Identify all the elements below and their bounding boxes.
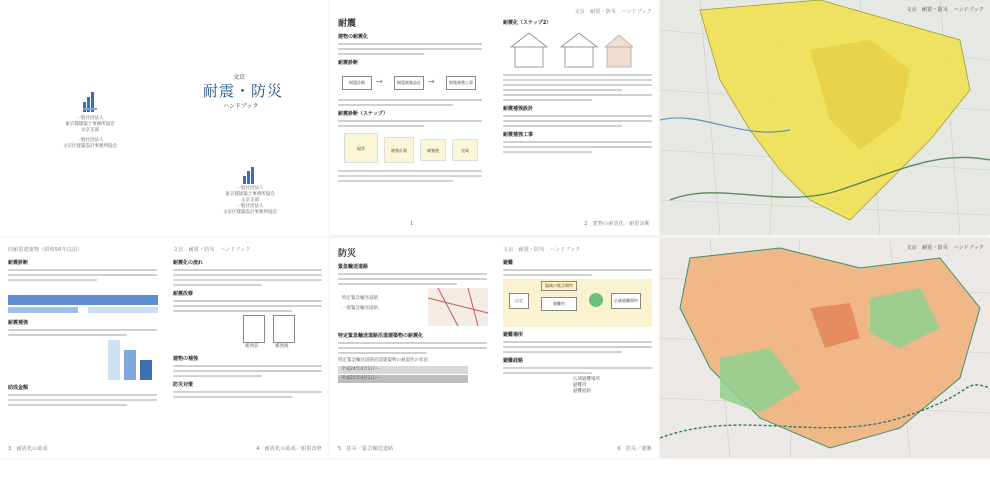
- arrow-right-icon: →: [376, 77, 383, 86]
- legend-item: 避難所: [573, 383, 587, 388]
- org-line: 東京都建築士事務所協会: [225, 192, 275, 197]
- legend-item: 一般緊急輸送道路: [342, 306, 378, 311]
- spread3-right-page: [495, 238, 660, 458]
- step-cards: [338, 131, 482, 167]
- bullet-heading: 耐震診断（ステップ）: [338, 111, 388, 117]
- spread2-right-page: [165, 238, 330, 458]
- cover-subtitle: 文京: [233, 74, 246, 81]
- page-footer: 3 耐震化の助成: [8, 446, 48, 452]
- bullet-heading: 避難経路: [503, 358, 524, 364]
- hazard-map-bottom: [660, 238, 990, 458]
- org-logo-icon: [243, 166, 255, 184]
- org-logo-icon: [83, 90, 97, 112]
- timeline-diagram: [8, 285, 157, 315]
- cover-handbook: ハンドブック: [223, 103, 259, 110]
- page-header: 文京 耐震・防災 ハンドブック: [173, 247, 251, 253]
- evacuation-diagram: [503, 279, 652, 327]
- figure-label: 補強前: [245, 344, 259, 349]
- spread2-left-page: [0, 238, 165, 458]
- bullet-heading: 緊急輸送道路: [338, 264, 369, 270]
- map-yellow-zone: [660, 0, 990, 235]
- flow-step: 耐震補強設計: [394, 76, 424, 90]
- section-title: 防災: [338, 249, 357, 259]
- page-footer: 2 建物の耐震化／耐震診断: [584, 221, 650, 227]
- diagram-node: 避難所: [541, 297, 577, 311]
- bullet-heading: 耐震診断: [8, 260, 29, 266]
- road-map-icon: [428, 288, 488, 326]
- legend-item: 特定緊急輸送道路: [342, 296, 378, 301]
- bullet-heading: 建物の耐震化: [338, 34, 369, 40]
- table-row: 平成25年4月1日～: [338, 375, 468, 383]
- bullet-heading: 耐震化（ステップ2）: [503, 20, 552, 26]
- org-line: 一般社団法人: [76, 138, 104, 143]
- page-footer: 5 防災／緊急輸送道路: [338, 446, 394, 452]
- step-card: 補強後: [420, 139, 446, 161]
- section-title: 耐震: [338, 19, 357, 29]
- spread-3: [330, 238, 660, 458]
- reinforcement-figure: [173, 315, 322, 351]
- org-line: 一般社団法人: [236, 204, 264, 209]
- route-legend: [503, 377, 652, 395]
- cover-back: [0, 0, 165, 235]
- legend-item: 避難経路: [573, 389, 591, 394]
- status-table: [338, 366, 468, 383]
- spread1-left-page: [330, 0, 490, 235]
- map-header: 文京 耐震・防災 ハンドブック: [906, 7, 984, 13]
- page-number: 1: [410, 221, 414, 227]
- org-line: 東京都建築士事務所協会: [65, 122, 115, 127]
- org-line: 一般社団法人: [76, 116, 104, 121]
- bullet-heading: 避難場所: [503, 332, 524, 338]
- bullet-heading: 耐震診断: [338, 60, 359, 66]
- org-line: 一般社団法人: [236, 186, 264, 191]
- page-footer: 6 防災／避難: [617, 446, 652, 452]
- map-header: 文京 耐震・防災 ハンドブック: [906, 245, 984, 251]
- step-card: 補強計画: [384, 137, 414, 163]
- cover-page: [0, 0, 330, 235]
- arrow-right-icon: →: [428, 77, 435, 86]
- bullet-heading: 避難: [503, 260, 514, 266]
- legend-item: 広域避難場所: [573, 377, 600, 382]
- spread-2: [0, 238, 330, 458]
- bullet-heading: 建物の補強: [173, 356, 199, 362]
- org-line: 文京区建築設計事務所協会: [223, 210, 277, 215]
- spread-1: [330, 0, 660, 235]
- page-header: 文京 耐震・防災 ハンドブック: [574, 9, 652, 15]
- diagram-node: 地域の集合場所: [541, 281, 577, 291]
- bullet-heading: 耐震化の流れ: [173, 260, 204, 266]
- bullet-heading: 防災対策: [173, 382, 194, 388]
- flow-step: 耐震補強工事: [446, 76, 476, 90]
- org-line: 文京支部: [81, 128, 99, 133]
- house-diagram: [503, 29, 652, 71]
- evacuation-node: [589, 293, 603, 307]
- bullet-heading: 特定緊急輸送道路沿道建築物の耐震化: [338, 333, 424, 339]
- cover-main-title: 耐震・防災: [203, 82, 284, 100]
- table-title: 助成金額: [8, 385, 29, 391]
- bullet-heading: 耐震補強設計: [503, 106, 534, 112]
- flow-diagram: [338, 72, 482, 96]
- page-header: 文京 耐震・防災 ハンドブック: [503, 247, 581, 253]
- cover-front: [165, 0, 330, 235]
- road-map-figure: [338, 288, 487, 328]
- bullet-heading: 耐震補強工事: [503, 132, 534, 138]
- spread3-left-page: [330, 238, 495, 458]
- map-evacuation-zone: [660, 238, 990, 458]
- diagram-node: 広域避難場所: [611, 293, 641, 309]
- figure-label: 補強後: [275, 344, 289, 349]
- bullet-heading: 耐震改修: [173, 291, 194, 297]
- step-card: 完成: [452, 139, 478, 161]
- org-line: 文京区建築設計事務所協会: [63, 144, 117, 149]
- org-line: 文京支部: [241, 198, 259, 203]
- chart-bars: [8, 340, 157, 380]
- step-card: 現状: [344, 133, 378, 163]
- page-header: 旧耐震建築物（昭和56年以前）: [8, 247, 83, 253]
- bullet-heading: 耐震補強: [8, 320, 29, 326]
- flow-step: 耐震診断: [342, 76, 372, 90]
- hazard-map-top: [660, 0, 990, 235]
- table-title: 特定緊急輸送道路沿道建築物の耐震化の状況: [338, 358, 428, 363]
- page-footer: 4 耐震化の助成／耐震改修: [256, 446, 322, 452]
- spread1-right-page: [495, 0, 660, 235]
- diagram-node: 自宅: [509, 293, 529, 309]
- table-row: 平成24年4月1日～: [338, 366, 468, 374]
- house-icon: [503, 29, 633, 71]
